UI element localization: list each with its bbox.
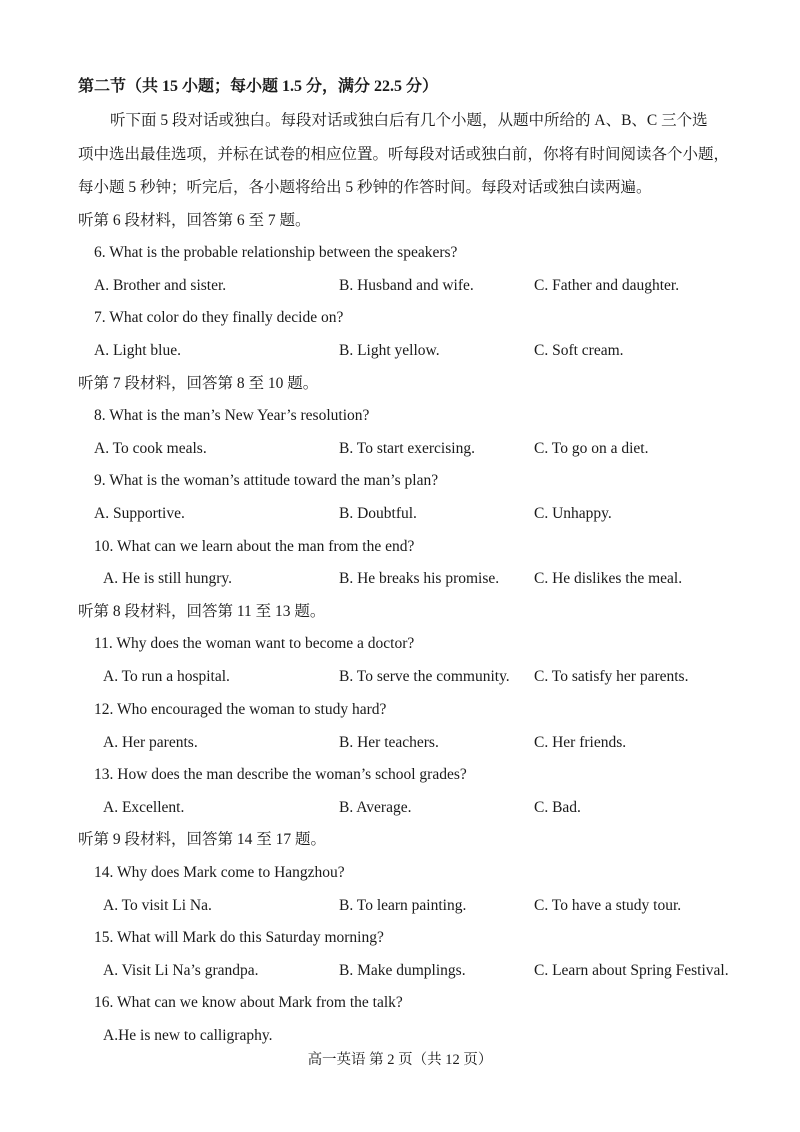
option-12c: C. Her friends. (534, 734, 627, 751)
option-14b: B. To learn painting. (339, 897, 467, 914)
question-15: 15. What will Mark do this Saturday morning? (94, 929, 384, 946)
intro-line-2: 项中选出最佳选项，并标在试卷的相应位置。听每段对话或独白前，你将有时间阅读各个小题， (78, 146, 730, 163)
option-10b: B. He breaks his promise. (339, 570, 500, 587)
question-8: 8. What is the man’s New Year’s resolution? (94, 407, 370, 424)
option-15b: B. Make dumplings. (339, 962, 466, 979)
instruction-material-8: 听第 8 段材料，回答第 11 至 13 题。 (78, 603, 326, 620)
section-title: 第二节（共 15 小题；每小题 1.5 分，满分 22.5 分） (78, 78, 439, 95)
intro-line-1: 听下面 5 段对话或独白。每段对话或独白后有几个小题，从题中所给的 A、B、C 三个选 (110, 112, 708, 129)
option-14c: C. To have a study tour. (534, 897, 682, 914)
option-9c: C. Unhappy. (534, 505, 612, 522)
option-15a: A. Visit Li Na’s grandpa. (103, 962, 259, 979)
option-16a: A.He is new to calligraphy. (103, 1027, 273, 1044)
option-9b: B. Doubtful. (339, 505, 417, 522)
option-13c: C. Bad. (534, 799, 581, 816)
option-12b: B. Her teachers. (339, 734, 439, 751)
question-13: 13. How does the man describe the woman’s school grades? (94, 766, 467, 783)
option-7b: B. Light yellow. (339, 342, 440, 359)
question-14: 14. Why does Mark come to Hangzhou? (94, 864, 345, 881)
instruction-material-6: 听第 6 段材料，回答第 6 至 7 题。 (78, 212, 311, 229)
option-11b: B. To serve the community. (339, 668, 510, 685)
question-6: 6. What is the probable relationship between the speakers? (94, 244, 458, 261)
option-6c: C. Father and daughter. (534, 277, 680, 294)
option-15c: C. Learn about Spring Festival. (534, 962, 729, 979)
option-7c: C. Soft cream. (534, 342, 624, 359)
question-9: 9. What is the woman’s attitude toward the man’s plan? (94, 472, 439, 489)
option-11a: A. To run a hospital. (103, 668, 230, 685)
option-7a: A. Light blue. (94, 342, 181, 359)
page-footer: 高一英语 第 2 页（共 12 页） (307, 1052, 493, 1068)
instruction-material-7: 听第 7 段材料，回答第 8 至 10 题。 (78, 375, 319, 392)
option-8c: C. To go on a diet. (534, 440, 649, 457)
option-6a: A. Brother and sister. (94, 277, 227, 294)
option-11c: C. To satisfy her parents. (534, 668, 689, 685)
option-12a: A. Her parents. (103, 734, 198, 751)
option-8a: A. To cook meals. (94, 440, 207, 457)
question-12: 12. Who encouraged the woman to study hard? (94, 701, 387, 718)
option-10c: C. He dislikes the meal. (534, 570, 683, 587)
question-16: 16. What can we know about Mark from the talk? (94, 994, 403, 1011)
question-10: 10. What can we learn about the man from the end? (94, 538, 415, 555)
option-9a: A. Supportive. (94, 505, 185, 522)
option-13a: A. Excellent. (103, 799, 185, 816)
question-7: 7. What color do they finally decide on? (94, 309, 344, 326)
option-14a: A. To visit Li Na. (103, 897, 212, 914)
option-8b: B. To start exercising. (339, 440, 475, 457)
instruction-material-9: 听第 9 段材料，回答第 14 至 17 题。 (78, 831, 327, 848)
option-6b: B. Husband and wife. (339, 277, 474, 294)
intro-line-3: 每小题 5 秒钟；听完后，各小题将给出 5 秒钟的作答时间。每段对话或独白读两遍。 (78, 179, 652, 196)
option-10a: A. He is still hungry. (103, 570, 233, 587)
option-13b: B. Average. (339, 799, 412, 816)
question-11: 11. Why does the woman want to become a doctor? (94, 635, 415, 652)
